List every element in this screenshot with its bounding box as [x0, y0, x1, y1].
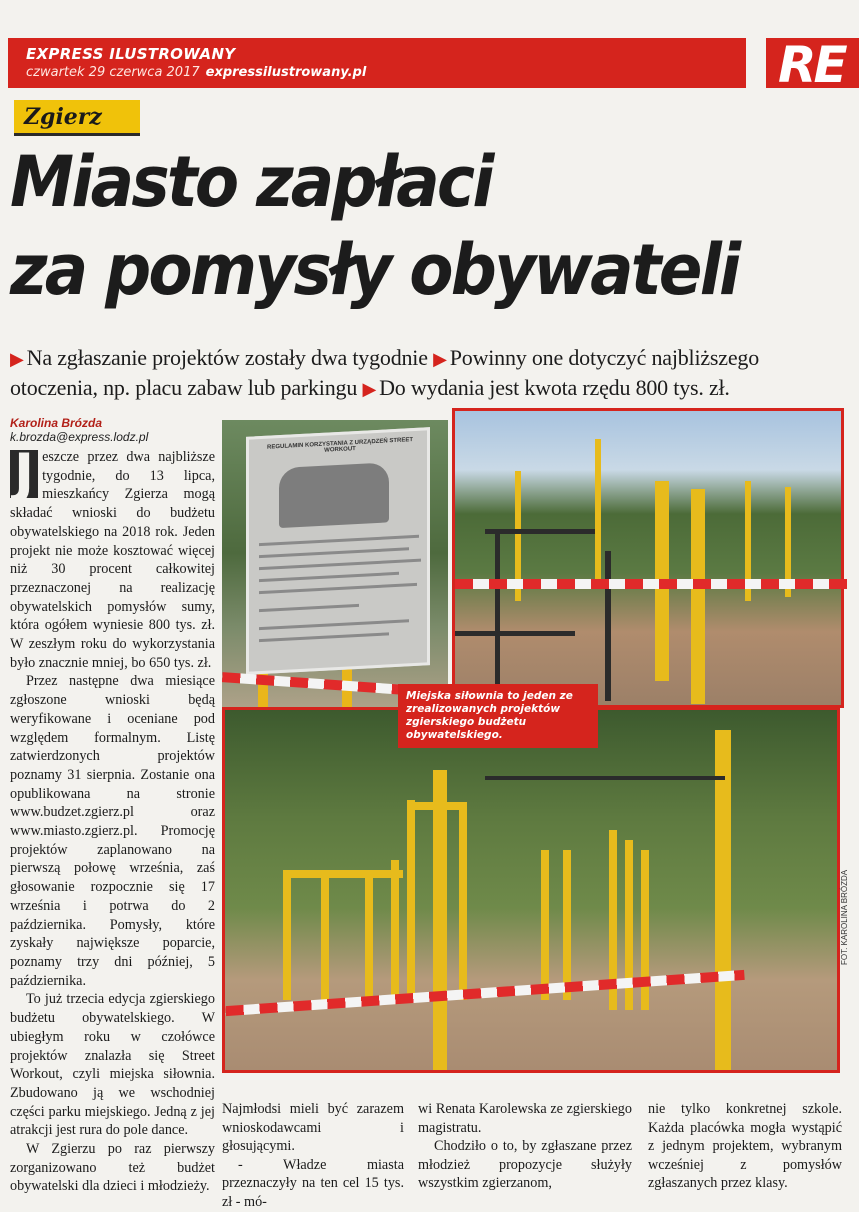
photo-outdoor-gym	[452, 408, 844, 708]
gym-pole	[391, 860, 399, 1000]
rules-board	[246, 427, 430, 675]
site-link[interactable]: expressilustrowany.pl	[205, 65, 367, 80]
column-2-quote: - Władze miasta przeznaczyły na ten cel 15 tys. zł - mó-	[222, 1156, 404, 1210]
article-column-4	[648, 1100, 842, 1192]
paragraph-2: Przez następne dwa miesiące zgłoszone wnioski będą weryfikowane i oceniane pod względem formalnym. Listę zatwierdzonych projektów poznamy 31 sierpnia. Zostanie ona opublikowana na stronie www.budzet.zgierz.pl oraz www.miasto.zgierz.pl. Promocję projektów zaplanowano na pierwszą połowę września, zaś głosowanie rozpocznie się 17 września i potrwa do 2 października. Pomysły, które zyskały największe poparcie, poznamy trzy dni później, 5 października.	[10, 673, 215, 989]
gym-pole	[283, 870, 291, 1000]
author-name: Karolina Brózda	[10, 416, 103, 430]
board-text-line	[259, 632, 389, 642]
board-text-line	[259, 619, 409, 630]
gym-pole	[691, 489, 705, 704]
drop-cap: J	[10, 450, 38, 498]
gym-pole	[595, 439, 601, 589]
gym-bar	[495, 529, 500, 689]
board-text-line	[259, 583, 417, 594]
article-lead	[10, 344, 830, 404]
board-text-line	[259, 535, 419, 546]
warning-tape	[225, 970, 744, 1016]
gym-pole	[407, 802, 467, 810]
gym-pole	[563, 850, 571, 1000]
article-column-3	[418, 1100, 632, 1192]
triangle-bullet-icon: ▶	[362, 379, 377, 400]
triangle-bullet-icon: ▶	[10, 349, 24, 370]
triangle-bullet-icon: ▶	[433, 349, 447, 370]
gym-pole	[433, 770, 447, 1070]
warning-tape	[455, 579, 847, 589]
paragraph-4: W Zgierzu po raz pierwszy zorganizowano też budżet obywatelski dla dzieci i młodzieży.	[10, 1141, 215, 1195]
section-tag-label: Zgierz	[24, 104, 102, 130]
photo-caption: Miejska siłownia to jeden ze zrealizowanych projektów zgierskiego budżetu obywatelskiego.	[398, 684, 598, 748]
column-3-text: wi Renata Karolewska ze zgierskiego magistratu.	[418, 1101, 632, 1136]
date-text: czwartek 29 czerwca 2017	[26, 65, 200, 80]
region-badge	[766, 36, 859, 94]
column-2-text: Najmłodsi mieli być zarazem wnioskodawcami i głosującymi.	[222, 1101, 404, 1155]
gym-bar	[455, 631, 575, 636]
gym-pole	[715, 730, 731, 1070]
lead-point-1: Na zgłaszanie projektów zostały dwa tygodnie	[26, 345, 428, 370]
board-figure	[279, 462, 389, 528]
gym-bar	[485, 529, 595, 534]
board-heading: REGULAMIN KORZYSTANIA Z URZĄDZEŃ STREET WORKOUT	[267, 437, 413, 454]
gym-pole	[283, 870, 403, 878]
lead-point-3: Do wydania jest kwota rzędu 800 tys. zł.	[379, 375, 730, 400]
gym-pole	[407, 800, 415, 1000]
board-text-line	[259, 572, 399, 582]
photo-rules-board	[222, 420, 448, 716]
photo-workout-park	[222, 707, 840, 1073]
board-text-line	[259, 547, 409, 558]
gym-pole	[541, 850, 549, 1000]
paragraph-1-text: eszcze przez dwa najbliższe tygodnie, do 13 lipca, mieszkańcy Zgierza mogą składać wnioski do budżetu obywatelskiego na 2018 rok. Jeden projekt nie może kosztować więcej niż 30 procent całkowitej przeznaczonej na realizację obywatelskich pomysłów sumy, która ogółem wyniesie 800 tys. zł. W zeszłym roku do wykorzystania było znacznie mniej, bo 650 tys. zł.	[10, 449, 215, 671]
headline-line-1: Miasto zapłaci	[10, 141, 492, 223]
brand-name: EXPRESS ILUSTROWANY	[26, 45, 236, 63]
article-column-2	[222, 1100, 404, 1210]
column-3-paragraph: Chodziło o to, by zgłaszane przez młodzież propozycje służyły wszystkim zgierzanom,	[418, 1138, 632, 1192]
board-text-line	[259, 604, 359, 612]
article-column-1	[10, 442, 215, 1195]
author-email[interactable]: k.brozda@express.lodz.pl	[10, 430, 149, 444]
gym-bar	[605, 551, 611, 701]
gym-pole	[459, 810, 467, 1000]
paragraph-1	[10, 442, 215, 672]
article-headline	[10, 138, 764, 314]
photo-credit: FOT. KAROLINA BRÓZDA	[840, 869, 849, 965]
board-text-line	[259, 559, 421, 570]
headline-line-2: za pomysły obywateli	[10, 229, 739, 311]
masthead	[8, 38, 746, 88]
column-4-text: nie tylko konkretnej szkole. Każda placówka mogła wystąpić z jednym projektem, wybranym wcześniej z pomysłów zgłaszanych przez klasy.	[648, 1101, 842, 1192]
paragraph-3: To już trzecia edycja zgierskiego budżetu obywatelskiego. W ubiegłym roku w czołówce projektów znalazła się Street Workout, czyli miejska siłownia. Zbudowano ją we wschodniej części parku miejskiego. Jedną z jej atrakcji jest rura do pole dance.	[10, 991, 215, 1139]
gym-bar	[485, 776, 725, 780]
region-badge-text: RE	[778, 36, 845, 94]
gym-pole	[365, 870, 373, 1000]
section-tag	[14, 100, 140, 136]
gym-pole	[321, 870, 329, 1000]
byline	[10, 416, 148, 444]
lead-point-2: Powinny one dotyczyć najbliższego otoczenia, np. placu zabaw lub parkingu	[10, 345, 760, 400]
publication-date	[26, 65, 366, 80]
